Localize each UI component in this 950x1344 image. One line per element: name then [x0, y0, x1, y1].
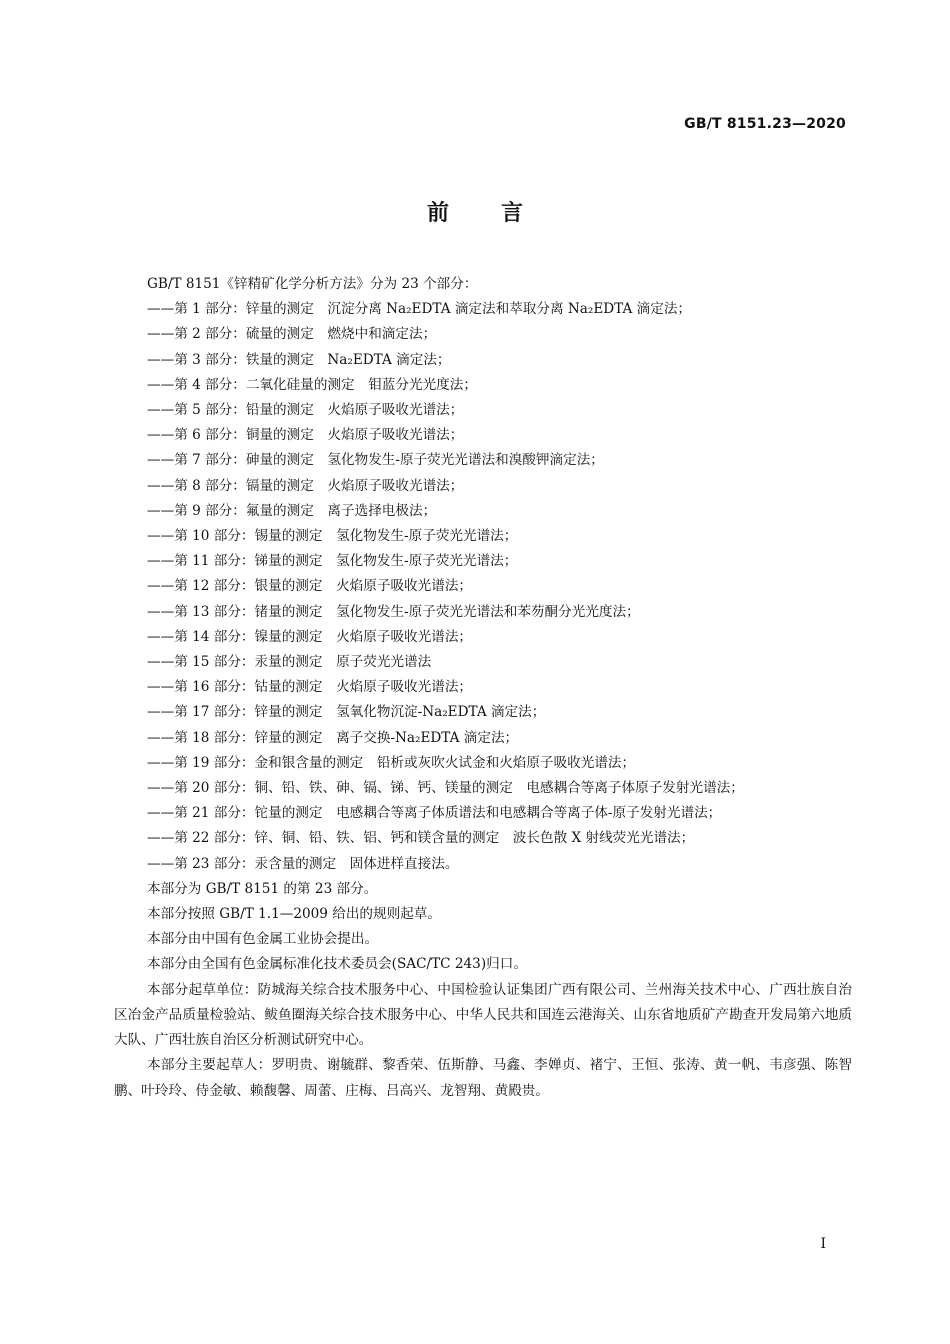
list-item: ——第 23 部分：汞含量的测定 固体进样直接法。 — [147, 855, 459, 872]
drafting-units-paragraph: 本部分起草单位：防城海关综合技术服务中心、中国检验认证集团广西有限公司、兰州海关技术中心、广西壮族自治区冶金产品质量检验站、鲅鱼圈海关综合技术服务中心、中华人民共和国连云港海关、山东省地质矿产勘查开发局第六地质大队、广西壮族自治区分析测试研究中心。 — [114, 981, 852, 1049]
list-item: ——第 21 部分：铊量的测定 电感耦合等离子体质谱法和电感耦合等离子体-原子发射光谱法； — [147, 805, 722, 822]
list-item: ——第 14 部分：镍量的测定 火焰原子吸收光谱法； — [147, 628, 473, 645]
list-item: ——第 20 部分：铜、铅、铁、砷、镉、锑、钙、镁量的测定 电感耦合等离子体原子发射光谱法； — [147, 780, 744, 797]
drafters-paragraph: 本部分主要起草人：罗明贵、谢毓群、黎香荣、伍斯静、马鑫、李婵贞、褚宁、王恒、张涛、黄一帆、韦彦强、陈智鹏、叶玲玲、侍金敏、赖馥馨、周蕾、庄梅、吕高兴、龙智翔、黄殿贵。 — [114, 1057, 852, 1099]
list-item: ——第 12 部分：银量的测定 火焰原子吸收光谱法； — [147, 578, 473, 595]
document-body — [114, 272, 852, 1104]
list-item: ——第 16 部分：钴量的测定 火焰原子吸收光谱法； — [147, 679, 473, 696]
list-item: ——第 10 部分：锡量的测定 氢化物发生-原子荧光光谱法； — [147, 528, 518, 545]
list-item: ——第 18 部分：锌量的测定 离子交换-Na₂EDTA 滴定法； — [147, 729, 519, 746]
list-item: ——第 5 部分：铅量的测定 火焰原子吸收光谱法； — [147, 402, 464, 419]
list-item: ——第 6 部分：铜量的测定 火焰原子吸收光谱法； — [147, 427, 464, 444]
list-item: ——第 9 部分：氟量的测定 离子选择电极法； — [147, 502, 437, 519]
list-item: ——第 1 部分：锌量的测定 沉淀分离 Na₂EDTA 滴定法和萃取分离 Na₂EDTA 滴定法； — [147, 301, 692, 318]
page-title: 前言 — [426, 201, 575, 226]
statement-proposer: 本部分由中国有色金属工业协会提出。 — [147, 931, 379, 948]
list-item: ——第 17 部分：锌量的测定 氢氧化物沉淀-Na₂EDTA 滴定法； — [147, 704, 546, 721]
statement-drafting-rules: 本部分按照 GB/T 1.1—2009 给出的规则起草。 — [147, 906, 441, 923]
list-item: ——第 15 部分：汞量的测定 原子荧光光谱法 — [147, 654, 432, 671]
list-item: ——第 3 部分：铁量的测定 Na₂EDTA 滴定法； — [147, 351, 451, 368]
statement-committee: 本部分由全国有色金属标准化技术委员会(SAC/TC 243)归口。 — [147, 956, 527, 973]
list-item: ——第 7 部分：砷量的测定 氢化物发生-原子荧光光谱法和溴酸钾滴定法； — [147, 452, 604, 469]
intro-paragraph: GB/T 8151《锌精矿化学分析方法》分为 23 个部分： — [147, 276, 478, 292]
list-item: ——第 2 部分：硫量的测定 燃烧中和滴定法； — [147, 326, 437, 343]
standard-number: GB/T 8151.23—2020 — [684, 116, 846, 132]
list-item: ——第 19 部分：金和银含量的测定 铅析或灰吹火试金和火焰原子吸收光谱法； — [147, 754, 636, 771]
page-number: I — [820, 1236, 826, 1252]
list-item: ——第 8 部分：镉量的测定 火焰原子吸收光谱法； — [147, 477, 464, 494]
list-item: ——第 22 部分：锌、铜、铅、铁、铝、钙和镁含量的测定 波长色散 X 射线荧光光谱法； — [147, 830, 695, 847]
list-item: ——第 11 部分：锑量的测定 氢化物发生-原子荧光光谱法； — [147, 553, 518, 570]
list-item: ——第 4 部分：二氧化硅量的测定 钼蓝分光光度法； — [147, 376, 477, 393]
list-item: ——第 13 部分：锗量的测定 氢化物发生-原子荧光光谱法和苯芴酮分光光度法； — [147, 603, 640, 620]
statement-part-number: 本部分为 GB/T 8151 的第 23 部分。 — [147, 880, 378, 897]
parts-list — [114, 297, 852, 877]
